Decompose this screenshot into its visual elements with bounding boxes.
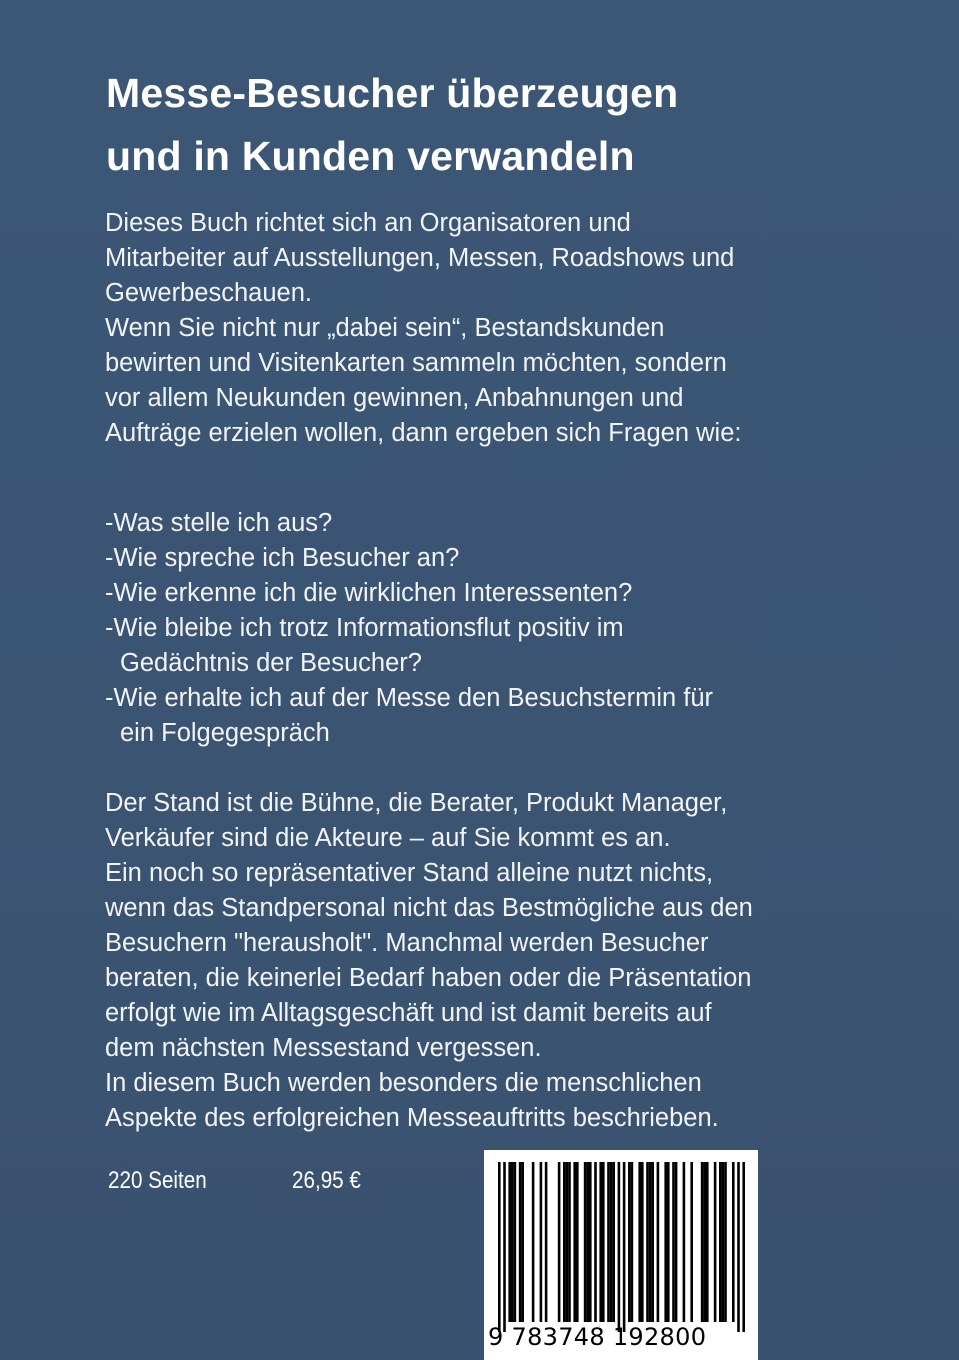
text-line: Dieses Buch richtet sich an Organisatoren und <box>105 209 631 237</box>
barcode-bar <box>568 1162 571 1322</box>
barcode-bar <box>675 1162 678 1322</box>
barcode-bar <box>511 1162 514 1322</box>
barcode-bar <box>737 1162 740 1332</box>
intro-paragraph <box>105 206 905 451</box>
text-line: Verkäufer sind die Akteure – auf Sie kommt es an. <box>105 824 671 852</box>
barcode-bar <box>503 1162 506 1332</box>
text-line: Wenn Sie nicht nur „dabei sein“, Bestandskunden <box>105 314 665 342</box>
question-item-continued: ein Folgegespräch <box>120 719 330 747</box>
barcode-bar <box>610 1162 613 1322</box>
barcode-bar <box>706 1162 709 1322</box>
barcode-bar <box>714 1162 717 1322</box>
text-line: vor allem Neukunden gewinnen, Anbahnungen und <box>105 384 684 412</box>
page-count: 220 Seiten <box>108 1167 207 1194</box>
text-line: bewirten und Visitenkarten sammeln möchten, sondern <box>105 349 727 377</box>
isbn-barcode <box>484 1150 758 1360</box>
barcode-bar <box>724 1162 727 1322</box>
barcode-bar <box>722 1162 725 1322</box>
barcode-bar <box>732 1162 735 1322</box>
text-line: Gewerbeschauen. <box>105 279 312 307</box>
barcode-bar <box>576 1162 579 1322</box>
barcode-bar <box>638 1162 641 1322</box>
question-item: -Wie bleibe ich trotz Informationsflut positiv im <box>105 614 624 642</box>
title-line-2: und in Kunden verwandeln <box>106 133 635 179</box>
barcode-bar <box>649 1162 652 1322</box>
barcode-bar <box>532 1162 535 1322</box>
barcode-bar <box>701 1162 704 1322</box>
barcode-bar <box>599 1162 602 1322</box>
barcode-bar <box>508 1162 511 1322</box>
barcode-bar <box>628 1162 631 1322</box>
blurb <box>105 206 905 1132</box>
barcode-bar <box>690 1162 693 1322</box>
text-line: Besuchern "herausholt". Manchmal werden Besucher <box>105 929 709 957</box>
text-line: erfolgt wie im Alltagsgeschäft und ist damit bereits auf <box>105 999 712 1027</box>
text-line: dem nächsten Messestand vergessen. <box>105 1034 542 1062</box>
questions-list <box>105 506 713 751</box>
stand-paragraph <box>105 786 753 1136</box>
question-item: -Wie spreche ich Besucher an? <box>105 544 460 572</box>
barcode-bar <box>618 1162 621 1332</box>
question-item-continued: Gedächtnis der Besucher? <box>120 649 422 677</box>
barcode-bar <box>589 1162 592 1322</box>
barcode-bar <box>540 1162 543 1322</box>
text-line: wenn das Standpersonal nicht das Bestmögliche aus den <box>105 894 753 922</box>
barcode-bar <box>545 1162 548 1322</box>
text-line: In diesem Buch werden besonders die menschlichen <box>105 1069 702 1097</box>
barcode-bar <box>683 1162 686 1322</box>
barcode-bar <box>719 1162 722 1322</box>
barcode-bar <box>672 1162 675 1322</box>
barcode-bar <box>498 1162 501 1332</box>
barcode-bar <box>742 1162 745 1332</box>
barcode-bar <box>514 1162 517 1322</box>
barcode-bar <box>563 1162 566 1322</box>
barcode-bar <box>664 1162 667 1322</box>
barcode-bar <box>594 1162 597 1322</box>
book-title <box>106 62 866 188</box>
barcode-bar <box>667 1162 670 1322</box>
barcode-bar <box>602 1162 605 1322</box>
price: 26,95 € <box>292 1167 361 1194</box>
barcode-bar <box>573 1162 576 1322</box>
question-item: -Wie erhalte ich auf der Messe den Besuchstermin für <box>105 684 714 712</box>
barcode-bar <box>641 1162 644 1322</box>
barcode-bar <box>566 1162 569 1322</box>
barcode-bar <box>703 1162 706 1322</box>
barcode-bar <box>631 1162 634 1322</box>
barcode-bar <box>584 1162 587 1322</box>
title-line-1: Messe-Besucher überzeugen <box>106 70 679 116</box>
barcode-bar <box>586 1162 589 1322</box>
barcode-bar <box>623 1162 626 1332</box>
barcode-bar <box>519 1162 522 1322</box>
barcode-bar <box>521 1162 524 1322</box>
question-item: -Wie erkenne ich die wirklichen Interessenten? <box>105 579 633 607</box>
barcode-bar <box>558 1162 561 1322</box>
text-line: Der Stand ist die Bühne, die Berater, Produkt Manager, <box>105 789 728 817</box>
barcode-bar <box>607 1162 610 1322</box>
text-line: Ein noch so repräsentativer Stand alleine nutzt nichts, <box>105 859 714 887</box>
text-line: beraten, die keinerlei Bedarf haben oder die Präsentation <box>105 964 752 992</box>
barcode-bar <box>651 1162 654 1322</box>
barcode-bar <box>646 1162 649 1322</box>
barcode-bar <box>657 1162 660 1322</box>
text-line: Aspekte des erfolgreichen Messeauftritts beschrieben. <box>105 1104 719 1132</box>
isbn-number: 9 783748 192800 <box>488 1323 707 1351</box>
barcode-bar <box>612 1162 615 1322</box>
text-line: Aufträge erzielen wollen, dann ergeben sich Fragen wie: <box>105 419 742 447</box>
question-item: -Was stelle ich aus? <box>105 509 333 537</box>
text-line: Mitarbeiter auf Ausstellungen, Messen, Roadshows und <box>105 244 735 272</box>
